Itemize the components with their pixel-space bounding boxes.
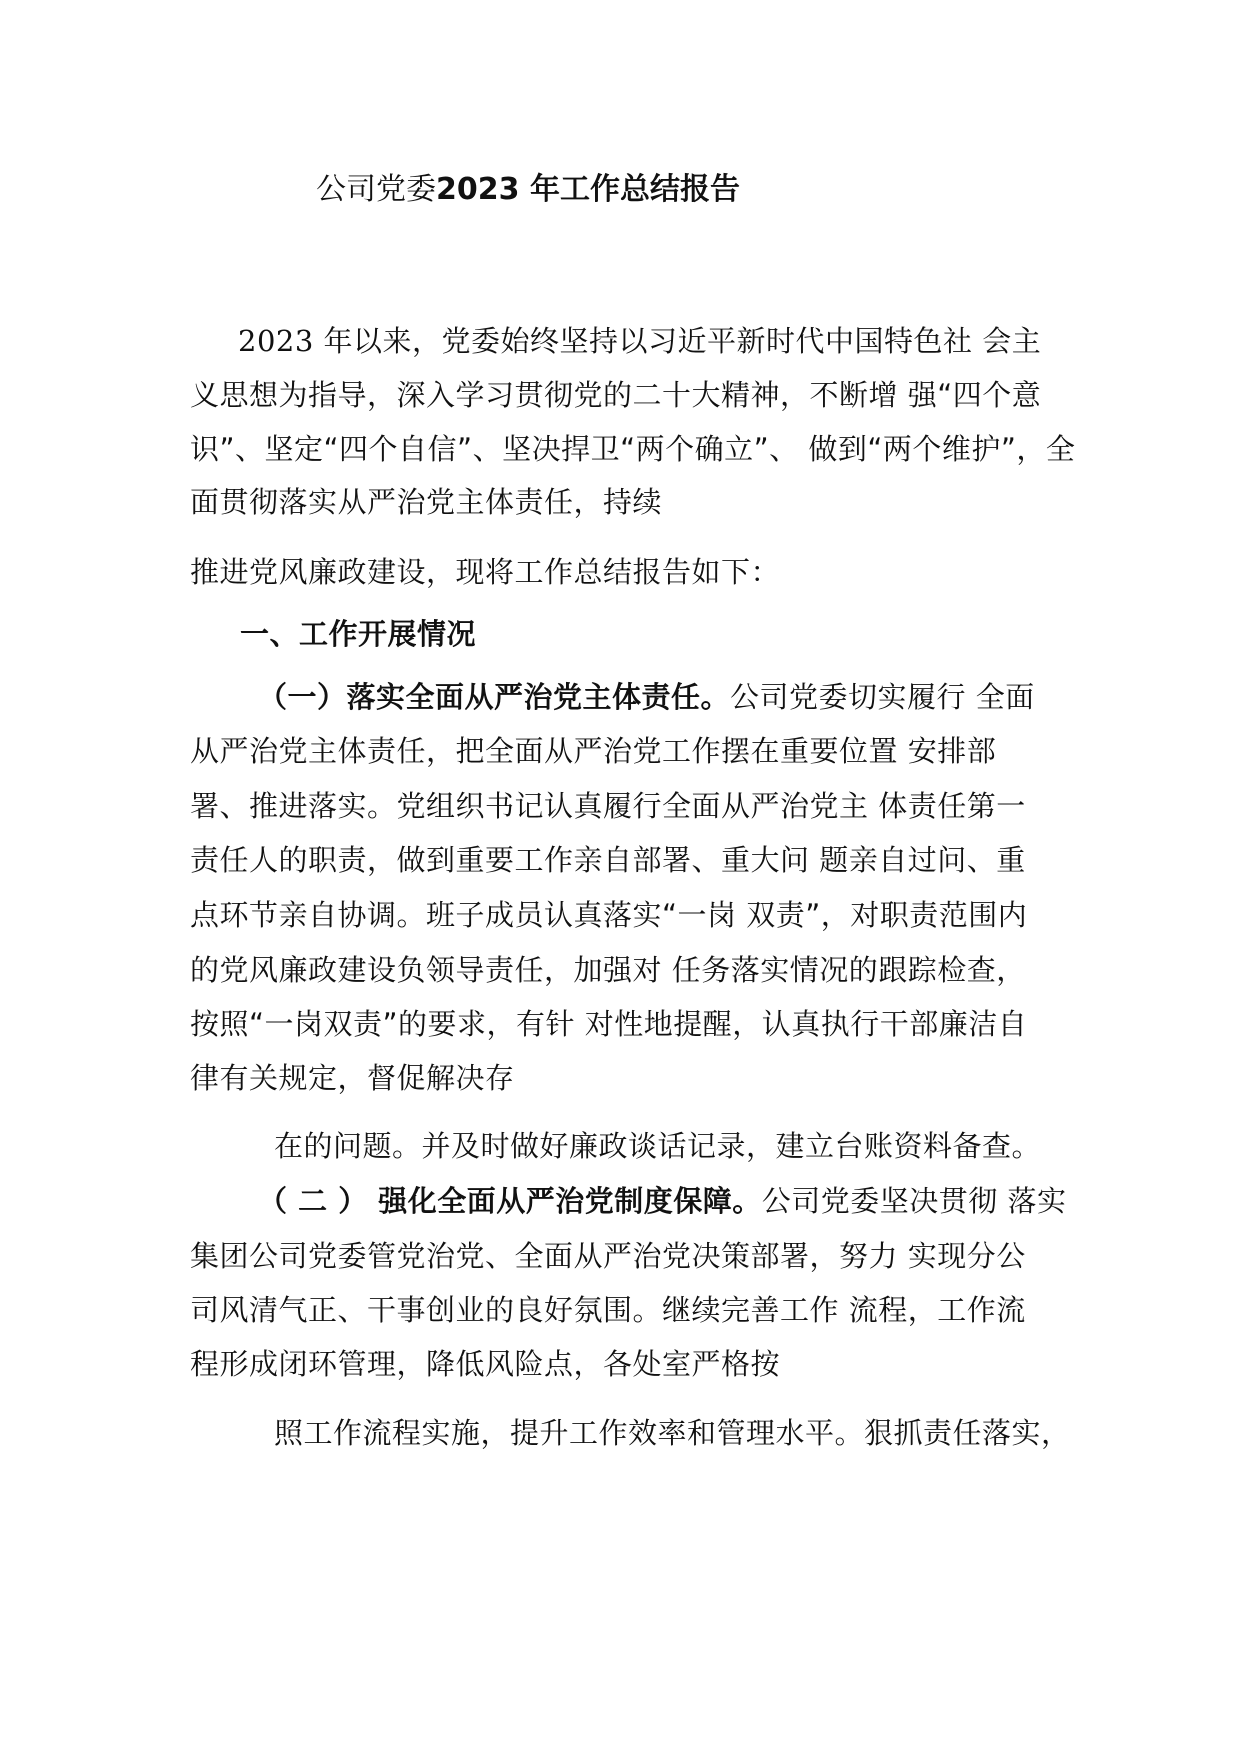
title-prefix: 公司党委 <box>316 172 436 207</box>
part1-line-9: 在的问题。并及时做好廉政谈话记录，建立台账资料备查。 <box>274 1129 1042 1163</box>
part2-line-2: 集团公司党委管党治党、全面从严治党决策部署，努力 实现分公 <box>190 1239 1026 1273</box>
part1-line-5: 点环节亲自协调。班子成员认真落实“一岗 双责”，对职责范围内 <box>190 898 1028 932</box>
document-title <box>316 172 740 208</box>
intro-line-2: 义思想为指导，深入学习贯彻党的二十大精神，不断增 强“四个意 <box>190 378 1042 412</box>
part1-line-8: 律有关规定，督促解决存 <box>190 1061 515 1095</box>
intro-line-5: 推进党风廉政建设，现将工作总结报告如下： <box>190 555 781 589</box>
part1-line-7: 按照“一岗双责”的要求，有针 对性地提醒，认真执行干部廉洁自 <box>190 1007 1028 1041</box>
part2-line-4: 程形成闭环管理，降低风险点，各处室严格按 <box>190 1347 781 1381</box>
part2-line-5: 照工作流程实施，提升工作效率和管理水平。狠抓责任落实， <box>274 1416 1071 1450</box>
part1-heading: （一）落实全面从严治党主体责任。 <box>258 680 731 714</box>
section-heading: 一、工作开展情况 <box>240 617 477 651</box>
part2-line-3: 司风清气正、干事创业的良好氛围。继续完善工作 流程，工作流 <box>190 1293 1026 1327</box>
intro-line-1 <box>238 324 1041 358</box>
intro-year: 2023 <box>238 324 314 358</box>
part2-line-1-text: 公司党委坚决贯彻 落实 <box>761 1184 1067 1218</box>
part1-line-1 <box>258 680 1035 714</box>
part2-line-1 <box>258 1184 1067 1218</box>
part2-heading: （ 二 ） 强化全面从严治党制度保障。 <box>258 1184 762 1218</box>
part1-line-2: 从严治党主体责任，把全面从严治党工作摆在重要位置 安排部 <box>190 734 997 768</box>
intro-line-3: 识”、坚定“四个自信”、坚决捍卫“两个确立”、 做到“两个维护”，全 <box>190 432 1076 466</box>
part1-line-6: 的党风廉政建设负领导责任，加强对 任务落实情况的跟踪检查， <box>190 953 1026 987</box>
part1-line-1-text: 公司党委切实履行 全面 <box>730 680 1035 714</box>
part1-line-3: 署、推进落实。党组织书记认真履行全面从严治党主 体责任第一 <box>190 789 1026 823</box>
title-main: 2023 年工作总结报告 <box>436 172 740 207</box>
intro-line-4: 面贯彻落实从严治党主体责任，持续 <box>190 485 663 519</box>
part1-line-4: 责任人的职责，做到重要工作亲自部署、重大问 题亲自过问、重 <box>190 843 1026 877</box>
intro-line-1-text: 年以来，党委始终坚持以习近平新时代中国特色社 会主 <box>313 324 1042 358</box>
